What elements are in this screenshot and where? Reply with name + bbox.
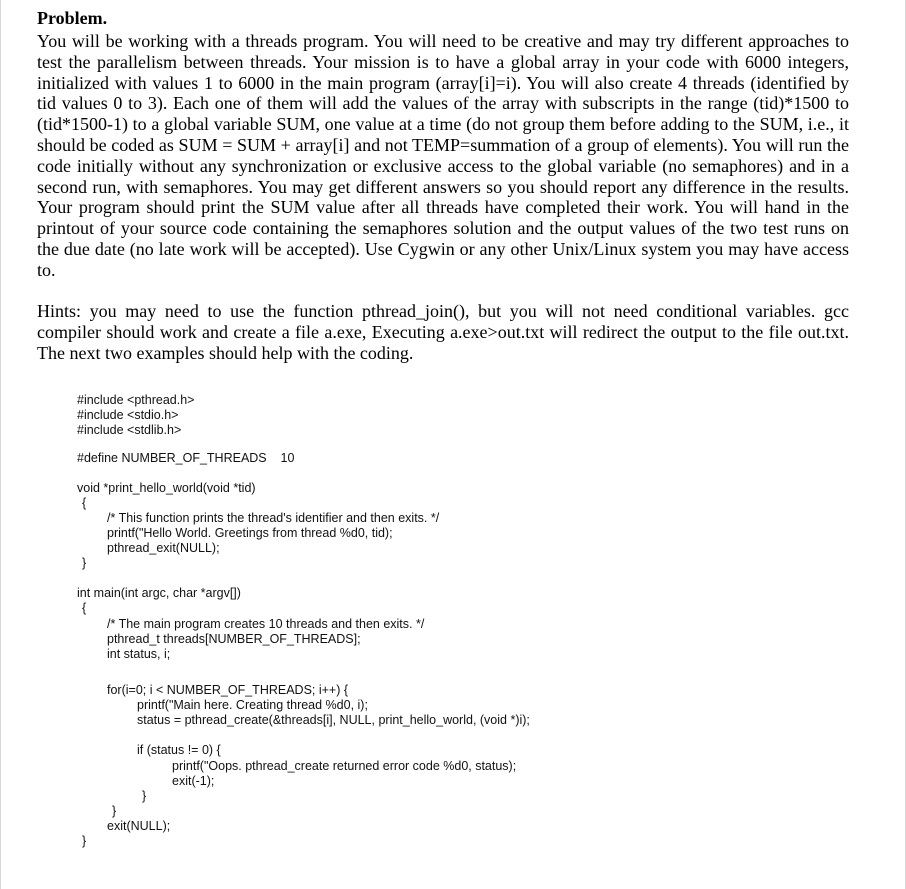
code-line-include-stdio: #include <stdio.h> <box>77 408 179 422</box>
code-line-close-brace-1: } <box>82 556 87 570</box>
code-line-exit-neg: exit(-1); <box>172 774 215 788</box>
code-line-threads-decl: pthread_t threads[NUMBER_OF_THREADS]; <box>107 632 361 646</box>
problem-heading: Problem. <box>37 8 108 28</box>
code-line-printf-2: printf("Main here. Creating thread %d0, i); <box>137 698 368 712</box>
code-line-comment-2: /* The main program creates 10 threads and then exits. */ <box>107 617 425 631</box>
code-line-printf-1: printf("Hello World. Greetings from thread %d0, tid); <box>107 526 393 540</box>
hints-paragraph: Hints: you may need to use the function pthread_join(), but you will not need conditional variables. gcc compiler should work and create a file a.exe, Executing a.exe>out.txt will redirect the output to the file out.txt. The next two examples should help with the coding. <box>37 301 849 363</box>
code-line-close-for: } <box>112 804 117 818</box>
code-line-for-loop: for(i=0; i < NUMBER_OF_THREADS; i++) { <box>107 683 349 697</box>
code-line-open-brace-1: { <box>82 496 87 510</box>
code-line-close-main: } <box>82 834 87 848</box>
code-line-int-decl: int status, i; <box>107 647 171 661</box>
code-line-func-signature: void *print_hello_world(void *tid) <box>77 481 256 495</box>
code-line-exit-null: exit(NULL); <box>107 819 171 833</box>
code-line-if-status: if (status != 0) { <box>137 743 221 757</box>
code-line-open-brace-2: { <box>82 601 87 615</box>
problem-paragraph-1: You will be working with a threads program. You will need to be creative and may try different approaches to test the parallelism between threads. Your mission is to have a global array in your code with 6000 integers, initialized with values 1 to 6000 in the main program (array[i]=i). You will also create 4 threads (identified by tid values 0 to 3). Each one of them will add the values of the array with subscripts in the range (tid)*1500 to (tid*1500-1) to a global variable SUM, one value at a time (do not group them before adding to the SUM, i.e., it should be coded as SUM = SUM + array[i] and not TEMP=summation of a group of elements). You will run the code initially without any synchronization or exclusive access to the global variable (no semaphores) and in a second run, with semaphores. You may get different answers so you should report any difference in the results. Your program should print the SUM value after all threads have completed their work. You will hand in the printout of your source code containing the semaphores solution and the output values of the two test runs on the due date (no late work will be accepted). Use Cygwin or any other Unix/Linux system you may have access to. <box>37 31 849 280</box>
code-line-comment-1: /* This function prints the thread's identifier and then exits. */ <box>107 511 440 525</box>
code-line-define: #define NUMBER_OF_THREADS 10 <box>77 451 295 465</box>
code-line-include-pthread: #include <pthread.h> <box>77 393 195 407</box>
code-line-pthread-exit: pthread_exit(NULL); <box>107 541 220 555</box>
code-line-close-if: } <box>142 789 147 803</box>
code-line-include-stdlib: #include <stdlib.h> <box>77 423 182 437</box>
code-line-status-assign: status = pthread_create(&threads[i], NULL, print_hello_world, (void *)i); <box>137 713 530 727</box>
code-line-printf-3: printf("Oops. pthread_create returned error code %d0, status); <box>172 759 517 773</box>
code-line-main-signature: int main(int argc, char *argv[]) <box>77 586 241 600</box>
